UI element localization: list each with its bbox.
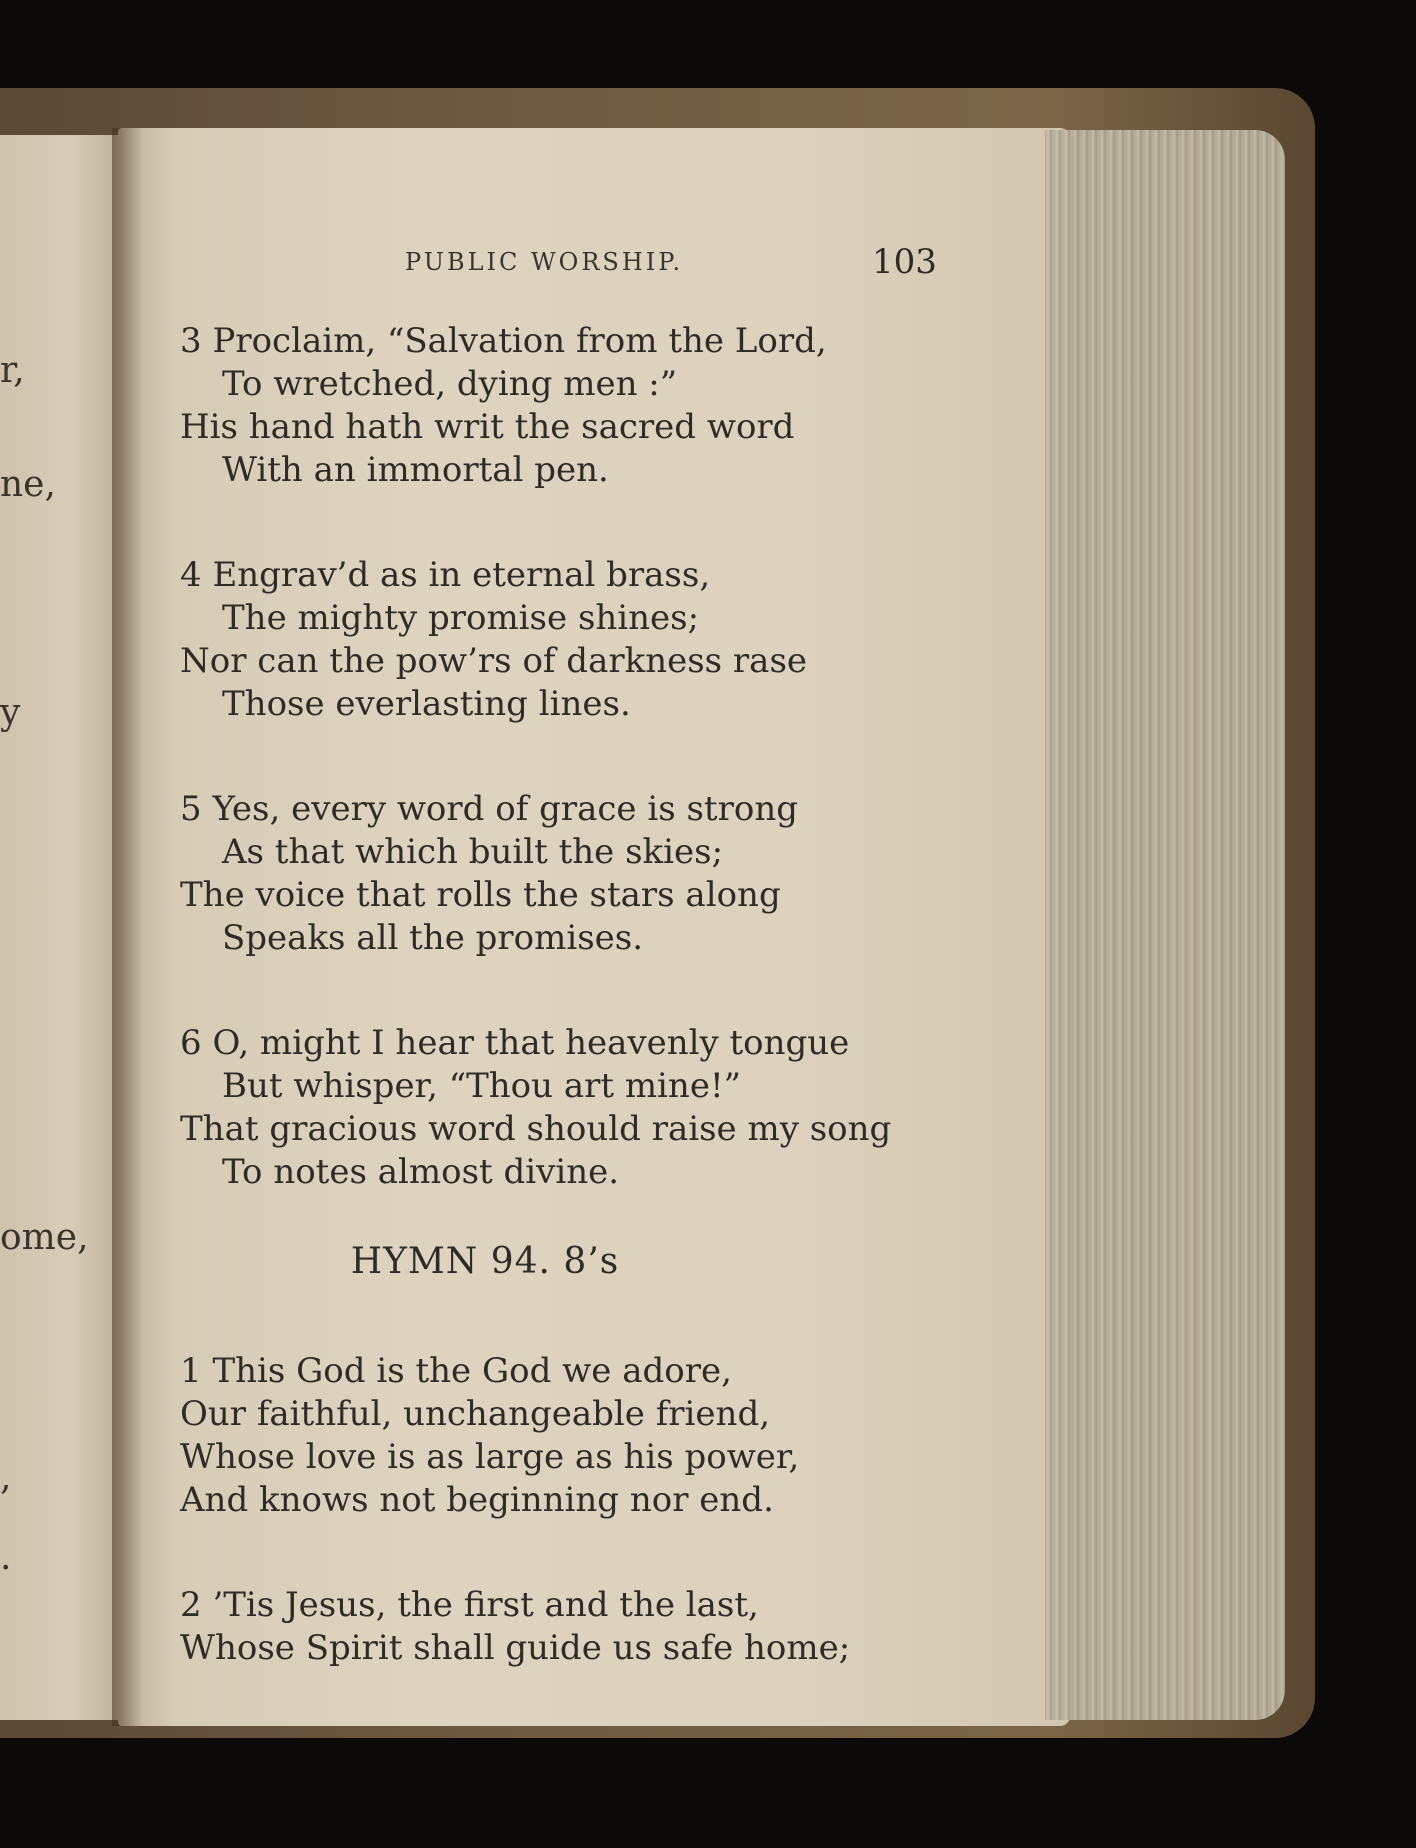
hymn-heading: HYMN 94. 8’s [350,1241,620,1282]
verse-line: But whisper, “Thou art mine!” [222,1066,741,1106]
verse-line: To wretched, dying men :” [222,364,678,404]
verse-line: 3 Proclaim, “Salvation from the Lord, [180,321,827,361]
spine-shadow [112,128,142,1726]
running-head: PUBLIC WORSHIP. [405,248,684,276]
verse-line: 6 O, might I hear that heavenly tongue [180,1023,850,1063]
verse-line: The mighty promise shines; [222,598,700,638]
hymn-text [180,320,970,1732]
stanza-6 [180,1022,970,1194]
left-page-fragment: ome, [0,1217,89,1258]
page-edges [1045,130,1285,1720]
left-page-fragment: . [0,1537,12,1578]
left-page [0,135,128,1720]
verse-line: 1 This God is the God we adore, [180,1351,732,1391]
stanza-3 [180,320,970,492]
left-page-fragment: , [0,1457,12,1498]
left-page-fragment: y [0,692,21,733]
verse-line: And knows not beginning nor end. [180,1480,774,1520]
verse-line: 5 Yes, every word of grace is strong [180,789,798,829]
page-number: 103 [872,242,937,282]
left-page-fragment: r, [0,350,25,391]
verse-line: Whose Spirit shall guide us safe home; [180,1628,851,1668]
verse-line: Speaks all the promises. [222,918,644,958]
verse-line: That gracious word should raise my song [180,1109,892,1149]
stanza-2 [180,1584,970,1670]
verse-line: 4 Engrav’d as in eternal brass, [180,555,711,595]
verse-line: With an immortal pen. [222,450,609,490]
verse-line: As that which built the skies; [222,832,724,872]
stanza-5 [180,788,970,960]
verse-line: The voice that rolls the stars along [180,875,781,915]
verse-line: 2 ’Tis Jesus, the first and the last, [180,1585,759,1625]
verse-line: Whose love is as large as his power, [180,1437,800,1477]
verse-line: To notes almost divine. [222,1152,620,1192]
verse-line: Our faithful, unchangeable friend, [180,1394,771,1434]
verse-line: Nor can the pow’rs of darkness rase [180,641,808,681]
verse-line: His hand hath writ the sacred word [180,407,795,447]
stanza-1 [180,1350,970,1522]
verse-line: Those everlasting lines. [222,684,631,724]
left-page-fragment: ne, [0,464,56,505]
stanza-4 [180,554,970,726]
